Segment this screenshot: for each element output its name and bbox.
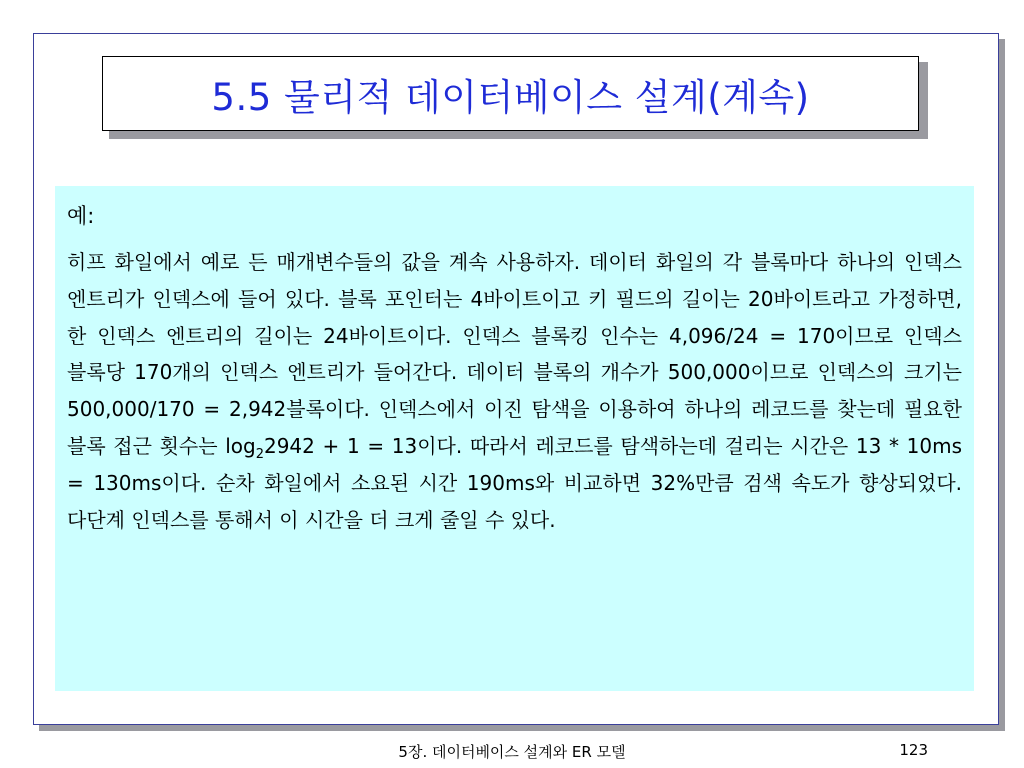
slide-title: 5.5 물리적 데이터베이스 설계(계속)	[211, 75, 810, 119]
example-paragraph	[67, 244, 962, 538]
content-box	[55, 186, 974, 691]
paragraph-part-1: 히프 화일에서 예로 든 매개변수들의 값을 계속 사용하자. 데이터 화일의 각 블록마다 하나의 인덱스 엔트리가 인덱스에 들어 있다. 블록 포인터는 4바이트이고 키 필드의 길이는 20바이트라고 가정하면, 한 인덱스 엔트리의 길이는 24바이트이다. 인덱스 블록킹 인수는 4,096/24 = 170이므로 인덱스 블록당 170개의 인덱스 엔트리가 들어간다. 데이터 블록의 개수가 500,000이므로 인덱스의 크기는 500,000/170 = 2,942블록이다. 인덱스에서 이진 탐색을 이용하여 하나의 레코드를 찾는데 필요한 블록 접근 횟수는 log	[67, 250, 962, 458]
paragraph-part-2: 2942 + 1 = 13이다. 따라서 레코드를 탐색하는데 걸리는 시간은 13 * 10ms = 130ms이다. 순차 화일에서 소요된 시간 190ms와 비교하면 32%만큼 검색 속도가 향상되었다. 다단계 인덱스를 통해서 이 시간을 더 크게 줄일 수 있다.	[67, 433, 962, 532]
footer-chapter: 5장. 데이터베이스 설계와 ER 모델	[398, 743, 626, 761]
example-label: 예:	[67, 204, 95, 228]
title-box	[102, 56, 919, 131]
footer-page-number: 123	[899, 741, 928, 759]
log-base-subscript: 2	[255, 446, 264, 462]
